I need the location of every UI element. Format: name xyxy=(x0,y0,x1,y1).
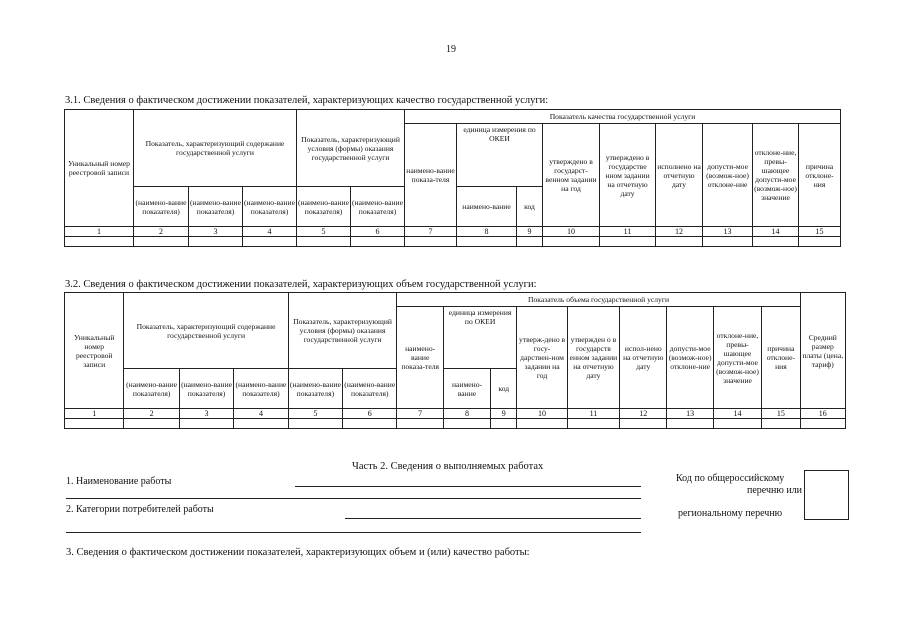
empty-cell[interactable] xyxy=(234,419,288,429)
header-approved-date: утвержден о в государств енном задании на отчетную дату xyxy=(567,307,619,409)
column-number: 6 xyxy=(343,409,397,419)
column-number: 3 xyxy=(179,409,233,419)
consumers-line-2[interactable] xyxy=(66,532,641,533)
section-3-1-title: 3.1. Сведения о фактическом достижении показателей, характеризующих качество государственной услуги: xyxy=(65,95,549,106)
column-number: 9 xyxy=(517,227,543,237)
work-name-label: 1. Наименование работы xyxy=(66,476,172,487)
sub-indicator-name: (наимено-вание показателя) xyxy=(243,187,297,227)
header-unit: единица измерения по ОКЕИ xyxy=(457,124,543,187)
header-unit-name: наимено-вание xyxy=(457,187,517,227)
empty-cell[interactable] xyxy=(65,237,134,247)
consumers-line[interactable] xyxy=(345,518,641,519)
column-numbers-row xyxy=(65,409,846,419)
column-number: 1 xyxy=(65,409,124,419)
empty-cell[interactable] xyxy=(351,237,405,247)
empty-cell[interactable] xyxy=(517,237,543,247)
column-number: 5 xyxy=(288,409,342,419)
column-number: 1 xyxy=(65,227,134,237)
empty-cell[interactable] xyxy=(397,419,443,429)
empty-cell[interactable] xyxy=(656,237,703,247)
sub-indicator-name: (наимено-вание показателя) xyxy=(351,187,405,227)
empty-cell[interactable] xyxy=(600,237,656,247)
sub-indicator-name: (наимено-вание показателя) xyxy=(179,369,233,409)
header-content-indicator: Показатель, характеризующий содержание государственной услуги xyxy=(134,110,297,187)
empty-cell[interactable] xyxy=(297,237,351,247)
column-number: 3 xyxy=(189,227,243,237)
header-executed: испол-нено на отчетную дату xyxy=(620,307,667,409)
sub-indicator-name: (наимено-вание показателя) xyxy=(189,187,243,227)
empty-cell[interactable] xyxy=(762,419,800,429)
empty-cell[interactable] xyxy=(799,237,841,247)
empty-cell[interactable] xyxy=(288,419,342,429)
empty-cell[interactable] xyxy=(567,419,619,429)
volume-indicators-table xyxy=(64,292,846,429)
header-approved-year: утверж-дено в госу-дарствен-ном задании на год xyxy=(517,307,567,409)
column-number: 6 xyxy=(351,227,405,237)
work-name-line-2[interactable] xyxy=(66,498,641,499)
column-number: 5 xyxy=(297,227,351,237)
code-box[interactable] xyxy=(804,470,849,520)
column-number: 4 xyxy=(234,409,288,419)
column-number: 2 xyxy=(124,409,179,419)
empty-cell[interactable] xyxy=(343,419,397,429)
column-number: 2 xyxy=(134,227,189,237)
header-exceeding-deviation: отклоне-ние, превы-шающее допусти-мое (возмож-ное) значение xyxy=(713,307,761,409)
header-unit-code: код xyxy=(491,369,517,409)
header-approved-date: утверждено в государстве нном задании на отчетную дату xyxy=(600,124,656,227)
code-label-line-2: перечню или xyxy=(747,485,803,496)
header-allowed-deviation: допусти-мое (возмож-ное) отклоне-ние xyxy=(703,124,753,227)
header-exceeding-deviation: отклоне-ние, превы-шающее допусти-мое (возмож-ное) значение xyxy=(753,124,799,227)
empty-cell[interactable] xyxy=(703,237,753,247)
column-numbers-row xyxy=(65,227,841,237)
empty-cell[interactable] xyxy=(800,419,845,429)
column-number: 10 xyxy=(517,409,567,419)
column-number: 14 xyxy=(713,409,761,419)
header-indicator-name: наимено-вание показа-теля xyxy=(405,124,457,227)
column-number: 15 xyxy=(799,227,841,237)
header-unit: единица измерения по ОКЕИ xyxy=(443,307,517,369)
work-name-line[interactable] xyxy=(295,486,641,487)
header-approved-year: утверждено в государст-венном задании на год xyxy=(543,124,600,227)
header-unique-number: Уникальный номер реестровой записи xyxy=(65,110,134,227)
column-number: 11 xyxy=(600,227,656,237)
header-unit-code: код xyxy=(517,187,543,227)
header-allowed-deviation: допусти-мое (возмож-ное) отклоне-ние xyxy=(667,307,713,409)
empty-cell[interactable] xyxy=(713,419,761,429)
quality-indicators-table xyxy=(64,109,841,247)
column-number: 14 xyxy=(753,227,799,237)
empty-cell[interactable] xyxy=(243,237,297,247)
part-2-title: Часть 2. Сведения о выполняемых работах xyxy=(352,461,544,472)
header-executed: исполнено на отчетную дату xyxy=(656,124,703,227)
empty-cell[interactable] xyxy=(134,237,189,247)
column-number: 12 xyxy=(656,227,703,237)
column-number: 7 xyxy=(405,227,457,237)
column-number: 8 xyxy=(443,409,490,419)
empty-cell[interactable] xyxy=(491,419,517,429)
column-number: 7 xyxy=(397,409,443,419)
empty-cell[interactable] xyxy=(517,419,567,429)
header-deviation-reason: причина отклоне-ния xyxy=(762,307,800,409)
empty-data-row xyxy=(65,419,846,429)
empty-cell[interactable] xyxy=(124,419,179,429)
column-number: 12 xyxy=(620,409,667,419)
sub-indicator-name: (наимено-вание показателя) xyxy=(124,369,179,409)
header-average-fee: Средний размер платы (цена, тариф) xyxy=(800,293,845,409)
section-3-2-title: 3.2. Сведения о фактическом достижении показателей, характеризующих объем государственной услуги: xyxy=(65,279,537,290)
section-3-work-title: 3. Сведения о фактическом достижении показателей, характеризующих объем и (или) качество работы: xyxy=(66,547,530,558)
empty-cell[interactable] xyxy=(179,419,233,429)
column-number: 4 xyxy=(243,227,297,237)
code-label-line-3: региональному перечню xyxy=(678,508,783,519)
header-deviation-reason: причина отклоне-ния xyxy=(799,124,841,227)
column-number: 8 xyxy=(457,227,517,237)
header-indicator-name: наимено-вание показа-теля xyxy=(397,307,443,409)
sub-indicator-name: (наимено-вание показателя) xyxy=(343,369,397,409)
empty-cell[interactable] xyxy=(457,237,517,247)
column-number: 11 xyxy=(567,409,619,419)
header-volume-group: Показатель объема государственной услуги xyxy=(397,293,800,307)
column-number: 15 xyxy=(762,409,800,419)
column-number: 16 xyxy=(800,409,845,419)
empty-cell[interactable] xyxy=(189,237,243,247)
sub-indicator-name: (наимено-вание показателя) xyxy=(288,369,342,409)
code-label-line-1: Код по общероссийскому xyxy=(676,473,785,484)
empty-cell[interactable] xyxy=(543,237,600,247)
header-conditions-indicator: Показатель, характеризующий условия (формы) оказания государственной услуги xyxy=(288,293,397,369)
empty-cell[interactable] xyxy=(65,419,124,429)
header-conditions-indicator: Показатель, характеризующий условия (формы) оказания государственной услуги xyxy=(297,110,405,187)
empty-cell[interactable] xyxy=(667,419,713,429)
empty-cell[interactable] xyxy=(620,419,667,429)
sub-indicator-name: (наимено-вание показателя) xyxy=(134,187,189,227)
header-content-indicator: Показатель, характеризующий содержание государственной услуги xyxy=(124,293,288,369)
column-number: 13 xyxy=(667,409,713,419)
header-unique-number: Уникальный номер реестровой записи xyxy=(65,293,124,409)
header-unit-name: наимено-вание xyxy=(443,369,490,409)
empty-cell[interactable] xyxy=(405,237,457,247)
consumers-label: 2. Категории потребителей работы xyxy=(66,504,214,515)
empty-data-row xyxy=(65,237,841,247)
column-number: 9 xyxy=(491,409,517,419)
empty-cell[interactable] xyxy=(443,419,490,429)
page-number: 19 xyxy=(446,44,456,55)
header-quality-group: Показатель качества государственной услуги xyxy=(405,110,841,124)
sub-indicator-name: (наимено-вание показателя) xyxy=(234,369,288,409)
empty-cell[interactable] xyxy=(753,237,799,247)
column-number: 10 xyxy=(543,227,600,237)
sub-indicator-name: (наимено-вание показателя) xyxy=(297,187,351,227)
column-number: 13 xyxy=(703,227,753,237)
